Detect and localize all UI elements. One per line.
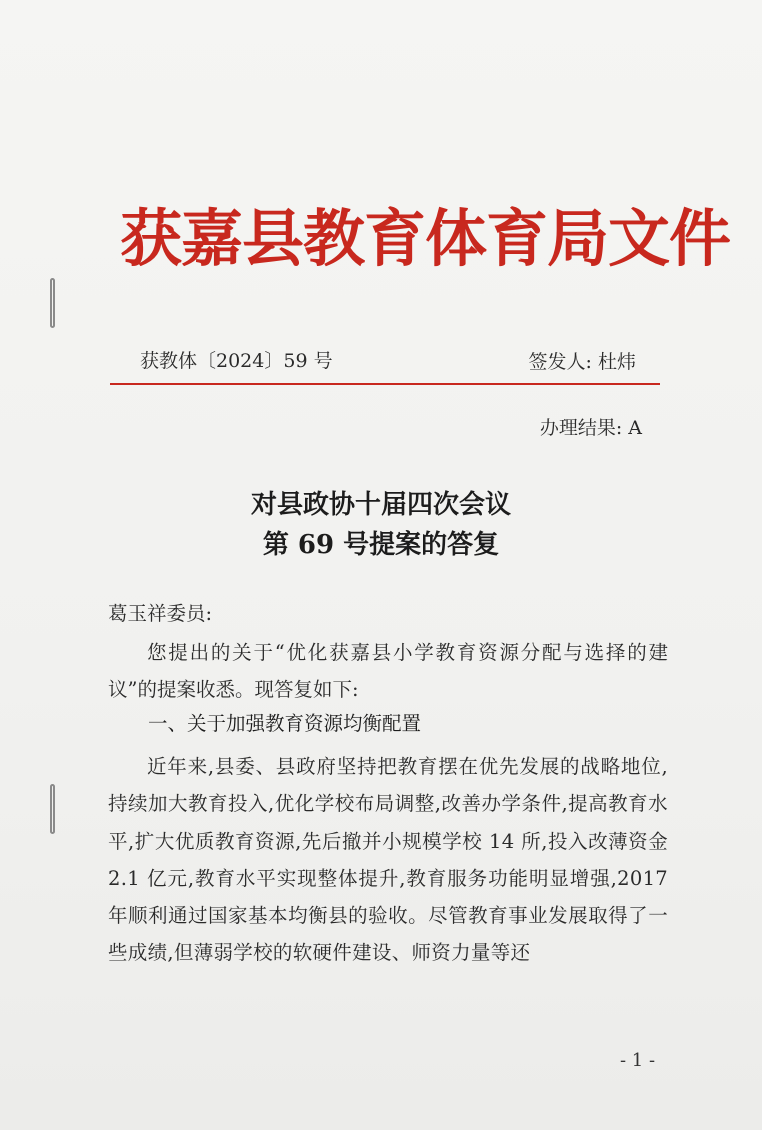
paragraph-section-1: 近年来,县委、县政府坚持把教育摆在优先发展的战略地位,持续加大教育投入,优化学校布局调整,改善办学条件,提高教育水平,扩大优质教育资源,先后撤并小规模学校 14 所,投入改薄资金 2.1 亿元,教育水平实现整体提升,教育服务功能明显增强,2017 年顺利通过国家基本均衡县的验收。尽管教育事业发展取得了一些成绩,但薄弱学校的软硬件建设、师资力量等还 <box>108 755 668 965</box>
binding-staple-mark <box>50 278 55 328</box>
section-heading-1: 一、关于加强教育资源均衡配置 <box>148 712 422 735</box>
binding-staple-mark <box>50 784 55 834</box>
page-number: - 1 - <box>620 1050 656 1071</box>
paragraph-intro: 您提出的关于“优化获嘉县小学教育资源分配与选择的建议”的提案收悉。现答复如下: <box>108 641 668 702</box>
red-header-title: 获嘉县教育体育局文件 <box>120 202 731 275</box>
red-divider-line <box>110 383 660 385</box>
handling-result: 办理结果: A <box>539 417 642 439</box>
reply-title-line-1: 对县政协十届四次会议 <box>250 490 511 520</box>
salutation: 葛玉祥委员: <box>108 602 213 625</box>
signer: 签发人: 杜炜 <box>528 351 636 373</box>
document-number: 获教体〔2024〕59 号 <box>140 350 333 372</box>
reply-title-line-2: 第 69 号提案的答复 <box>262 530 500 560</box>
